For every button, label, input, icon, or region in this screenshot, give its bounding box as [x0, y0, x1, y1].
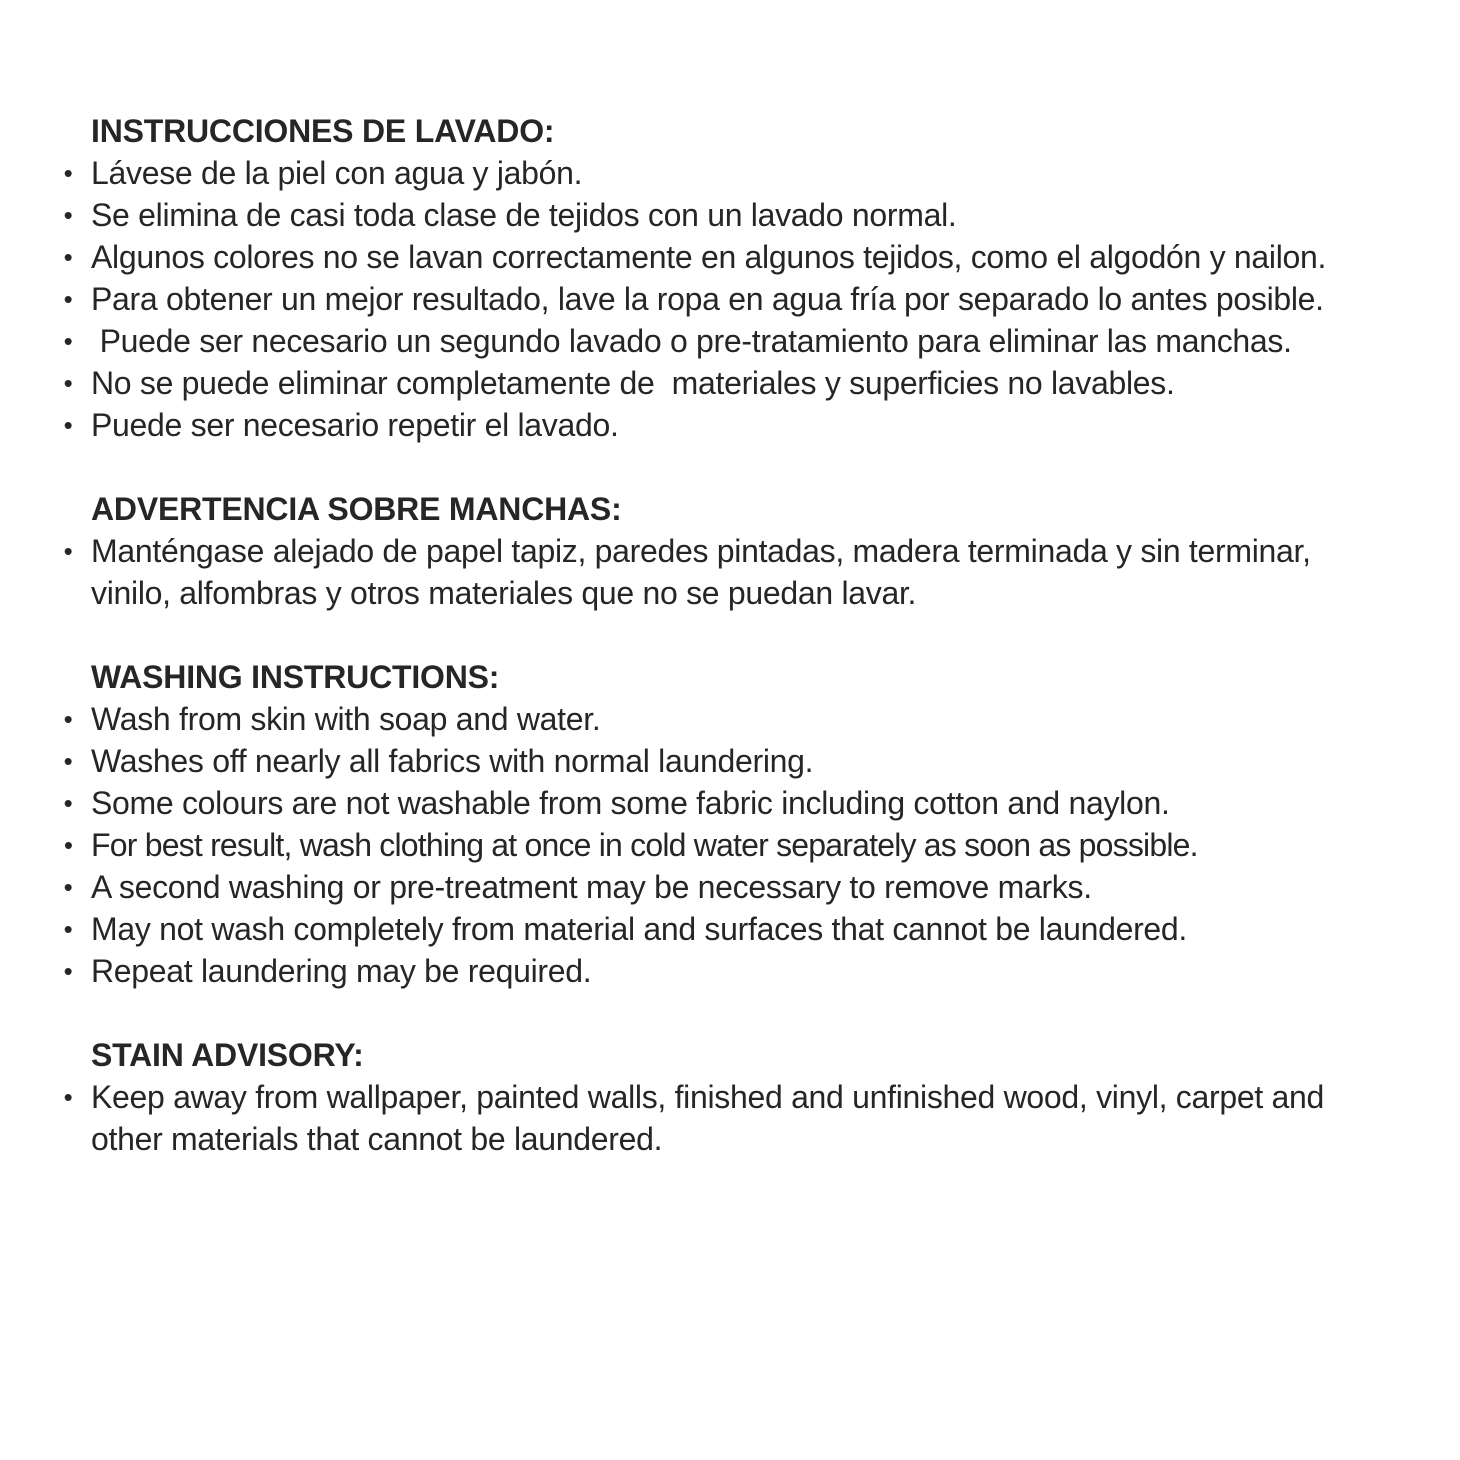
list-item-text: Para obtener un mejor resultado, lave la ropa en agua fría por separado lo antes posible. — [91, 281, 1324, 317]
list-item-text: No se puede eliminar completamente de materiales y superficies no lavables. — [91, 365, 1175, 401]
bullet-icon: • — [63, 284, 73, 314]
list-item-text: Algunos colores no se lavan correctamente en algunos tejidos, como el algodón y nailon. — [91, 239, 1327, 275]
bullet-icon: • — [63, 536, 73, 566]
bullet-icon: • — [63, 200, 73, 230]
bullet-list — [0, 1076, 1460, 1160]
list-item-text: For best result, wash clothing at once in cold water separately as soon as possible. — [91, 827, 1198, 863]
bullet-icon: • — [63, 704, 73, 734]
list-item — [0, 404, 1460, 446]
section-heading: ADVERTENCIA SOBRE MANCHAS: — [91, 491, 622, 527]
section-stain-advisory — [0, 1034, 1460, 1160]
bullet-icon: • — [63, 410, 73, 440]
list-item-text: Washes off nearly all fabrics with normal laundering. — [91, 743, 814, 779]
list-item-text: Puede ser necesario un segundo lavado o pre-tratamiento para eliminar las manchas. — [91, 323, 1292, 359]
section-instrucciones-de-lavado — [0, 110, 1460, 446]
list-item-text: A second washing or pre-treatment may be necessary to remove marks. — [91, 869, 1092, 905]
list-item-text: Keep away from wallpaper, painted walls, finished and unfinished wood, vinyl, carpet and other materials that cannot be laundered. — [91, 1079, 1333, 1157]
list-item — [0, 740, 1460, 782]
list-item — [0, 278, 1460, 320]
list-item — [0, 782, 1460, 824]
list-item — [0, 362, 1460, 404]
list-item-text: May not wash completely from material and surfaces that cannot be laundered. — [91, 911, 1188, 947]
list-item — [0, 866, 1460, 908]
bullet-icon: • — [63, 326, 73, 356]
bullet-icon: • — [63, 788, 73, 818]
list-item-text: Some colours are not washable from some fabric including cotton and naylon. — [91, 785, 1170, 821]
list-item-text: Puede ser necesario repetir el lavado. — [91, 407, 619, 443]
bullet-icon: • — [63, 158, 73, 188]
list-item-text: Wash from skin with soap and water. — [91, 701, 601, 737]
list-item — [0, 950, 1460, 992]
section-washing-instructions — [0, 656, 1460, 992]
instructions-document — [0, 110, 1460, 1160]
list-item — [0, 1076, 1460, 1160]
list-item — [0, 530, 1460, 614]
section-heading: STAIN ADVISORY: — [91, 1037, 364, 1073]
bullet-list — [0, 530, 1460, 614]
list-item — [0, 698, 1460, 740]
section-heading: INSTRUCCIONES DE LAVADO: — [91, 113, 555, 149]
list-item — [0, 194, 1460, 236]
list-item-text: Repeat laundering may be required. — [91, 953, 592, 989]
bullet-icon: • — [63, 1082, 73, 1112]
bullet-icon: • — [63, 956, 73, 986]
bullet-icon: • — [63, 914, 73, 944]
bullet-list — [0, 698, 1460, 992]
list-item — [0, 236, 1460, 278]
bullet-icon: • — [63, 368, 73, 398]
bullet-icon: • — [63, 242, 73, 272]
list-item — [0, 908, 1460, 950]
bullet-icon: • — [63, 746, 73, 776]
list-item — [0, 824, 1460, 866]
list-item — [0, 152, 1460, 194]
section-heading: WASHING INSTRUCTIONS: — [91, 659, 500, 695]
bullet-list — [0, 152, 1460, 446]
section-advertencia-sobre-manchas — [0, 488, 1460, 614]
bullet-icon: • — [63, 830, 73, 860]
list-item-text: Manténgase alejado de papel tapiz, paredes pintadas, madera terminada y sin terminar, vinilo, alfombras y otros materiales que no se puedan lavar. — [91, 533, 1320, 611]
list-item-text: Se elimina de casi toda clase de tejidos con un lavado normal. — [91, 197, 957, 233]
list-item-text: Lávese de la piel con agua y jabón. — [91, 155, 583, 191]
list-item — [0, 320, 1460, 362]
bullet-icon: • — [63, 872, 73, 902]
